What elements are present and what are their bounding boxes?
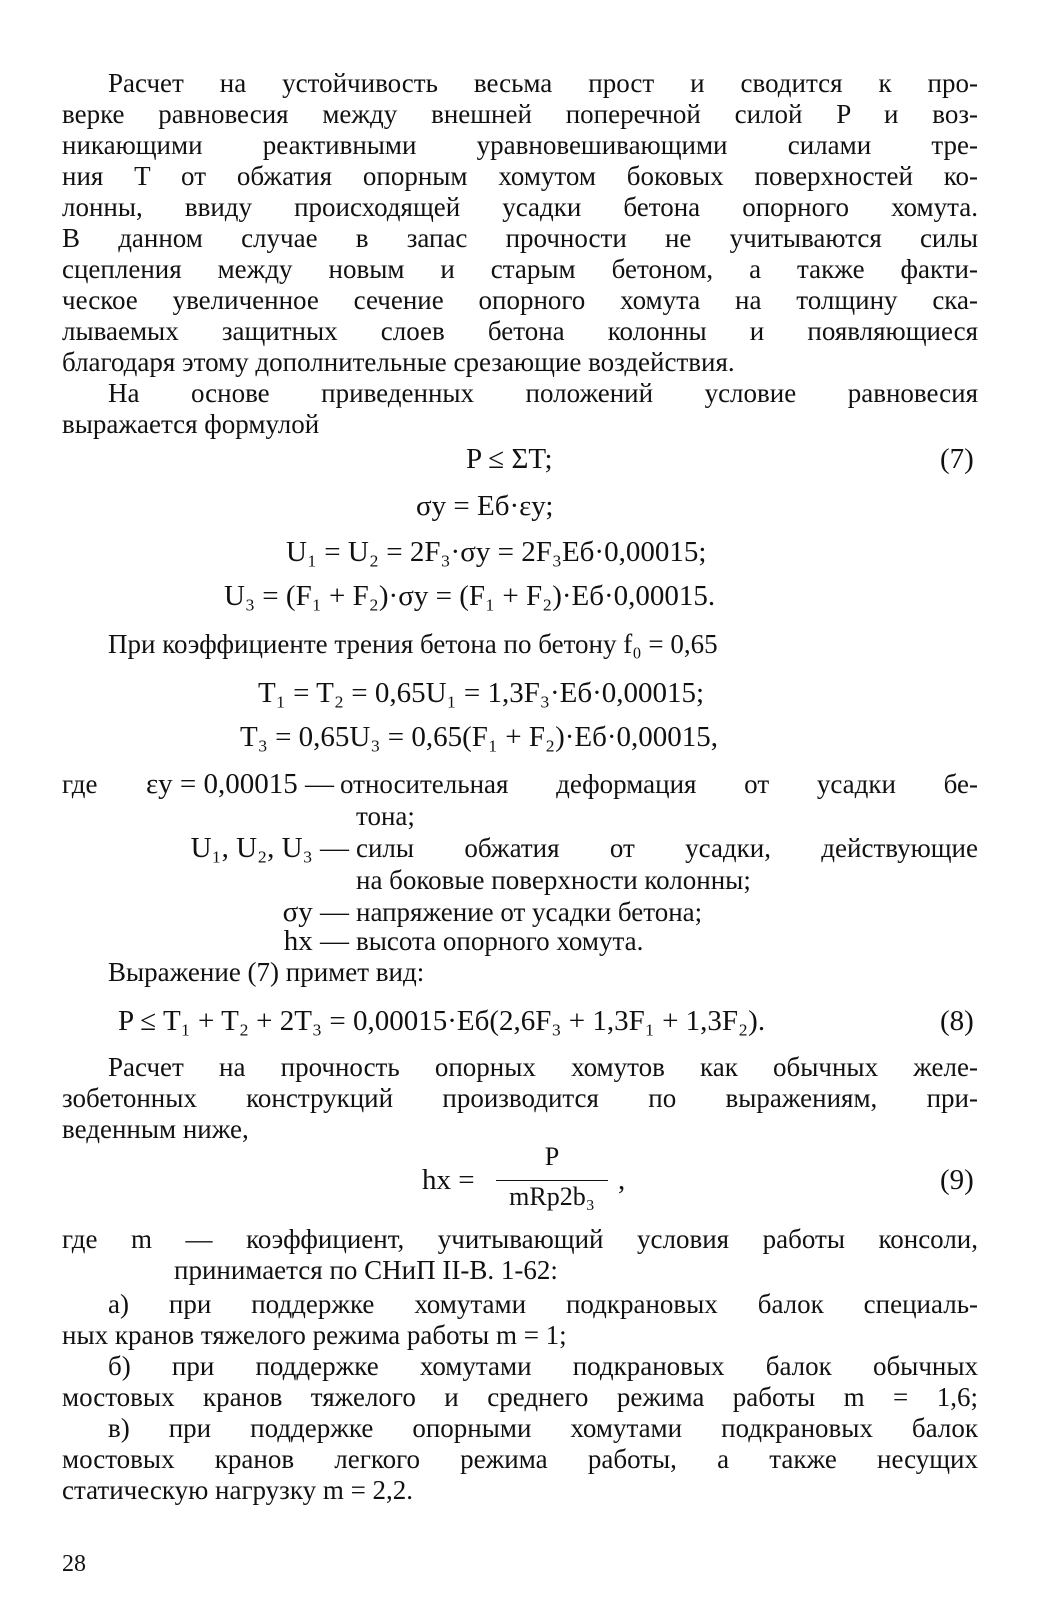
para1-line-10: благодаря этому дополнительные срезающие воздействия. (62, 347, 735, 377)
equation-u3: U₃ = (F₁ + F₂)·σу = (F₁ + F₂)·Eб·0,00015. (224, 580, 716, 612)
para1-line-1: Расчет на устойчивость весьма прост и сводится к про- (108, 68, 978, 98)
item-c-line-1: в) при поддержке опорными хомутами подкрановых балок (108, 1413, 978, 1443)
para5-line-3: веденным ниже, (62, 1114, 249, 1144)
def-epsilon-symbol: εу = 0,00015 — (145, 768, 334, 800)
para4-line: Выражение (7) примет вид: (108, 957, 425, 987)
def-h-text: высота опорного хомута. (356, 926, 644, 956)
item-b-line-2: мостовых кранов тяжелого и среднего режима работы m = 1,6; (62, 1382, 978, 1412)
item-a-line-1: а) при поддержке хомутами подкрановых балок специаль- (108, 1289, 978, 1319)
def-h-symbol: hх — (283, 925, 349, 957)
para1-line-7: сцепления между новым и старым бетоном, а также факти- (62, 254, 978, 284)
para1-line-6: В данном случае в запас прочности не учитываются силы (62, 223, 978, 253)
para5-line-2: зобетонных конструкций производится по выражениям, при- (62, 1083, 978, 1113)
page-number: 28 (62, 1551, 86, 1577)
equation-9-denominator: mRр2b₃ (509, 1182, 595, 1211)
para1-line-9: лываемых защитных слоев бетона колонны и появляющиеся (62, 316, 978, 346)
equation-9-tail: , (618, 1164, 626, 1196)
para2-line-2: выражается формулой (62, 409, 320, 439)
def-u-text-1: силы обжатия от усадки, действующие (356, 833, 978, 863)
para6-line-2: принимается по СНиП II-В. 1-62: (174, 1255, 558, 1285)
para3-line: При коэффициенте трения бетона по бетону f₀ = 0,65 (108, 629, 718, 659)
equation-7: P ≤ ΣT; (466, 443, 553, 475)
def-epsilon-text-2: тона; (356, 801, 415, 831)
para1-line-2: верке равновесия между внешней поперечной силой P и воз- (62, 99, 978, 129)
equation-9-lhs: hх = (422, 1164, 475, 1196)
para1-line-4: ния T от обжатия опорным хомутом боковых поверхностей ко- (62, 161, 978, 191)
equation-sigma: σу = Eб·εу; (416, 490, 554, 522)
equation-8-number: (8) (940, 1005, 974, 1037)
equation-7-number: (7) (940, 443, 974, 475)
equation-9-numerator: P (544, 1142, 560, 1171)
para5-line-1: Расчет на прочность опорных хомутов как обычных желе- (108, 1052, 978, 1082)
para6-line-1: где m — коэффициент, учитывающий условия работы консоли, (62, 1224, 978, 1254)
equation-t1-t2: T₁ = T₂ = 0,65U₁ = 1,3F₃·Eб·0,00015; (258, 677, 705, 709)
equation-8: P ≤ T₁ + T₂ + 2T₃ = 0,00015·Eб(2,6F₃ + 1,3F₁ + 1,3F₂). (118, 1005, 766, 1037)
para1-line-8: ческое увеличенное сечение опорного хомута на толщину ска- (62, 285, 978, 315)
para1-line-3: никающими реактивными уравновешивающими силами тре- (62, 130, 978, 160)
def-sigma-symbol: σу — (282, 896, 349, 928)
item-a-line-2: ных кранов тяжелого режима работы m = 1; (62, 1320, 567, 1350)
item-c-line-3: статическую нагрузку m = 2,2. (62, 1475, 414, 1505)
def-u-text-2: на боковые поверхности колонны; (356, 865, 751, 895)
equation-u1-u2: U₁ = U₂ = 2F₃·σу = 2F₃Eб·0,00015; (286, 536, 707, 568)
equation-9-fraction-bar (496, 1180, 608, 1181)
def-epsilon-text-1: относительная деформация от усадки бе- (340, 769, 978, 799)
para2-line-1: На основе приведенных положений условие равновесия (108, 378, 978, 408)
equation-9-number: (9) (940, 1164, 974, 1196)
where-label: где (62, 769, 98, 799)
para1-line-5: лонны, ввиду происходящей усадки бетона опорного хомута. (62, 192, 978, 222)
def-sigma-text: напряжение от усадки бетона; (356, 897, 703, 927)
item-b-line-1: б) при поддержке хомутами подкрановых балок обычных (108, 1351, 978, 1381)
equation-t3: T₃ = 0,65U₃ = 0,65(F₁ + F₂)·Eб·0,00015, (240, 721, 719, 753)
item-c-line-2: мостовых кранов легкого режима работы, а также несущих (62, 1444, 978, 1474)
def-u-symbol: U₁, U₂, U₃ — (190, 832, 349, 864)
